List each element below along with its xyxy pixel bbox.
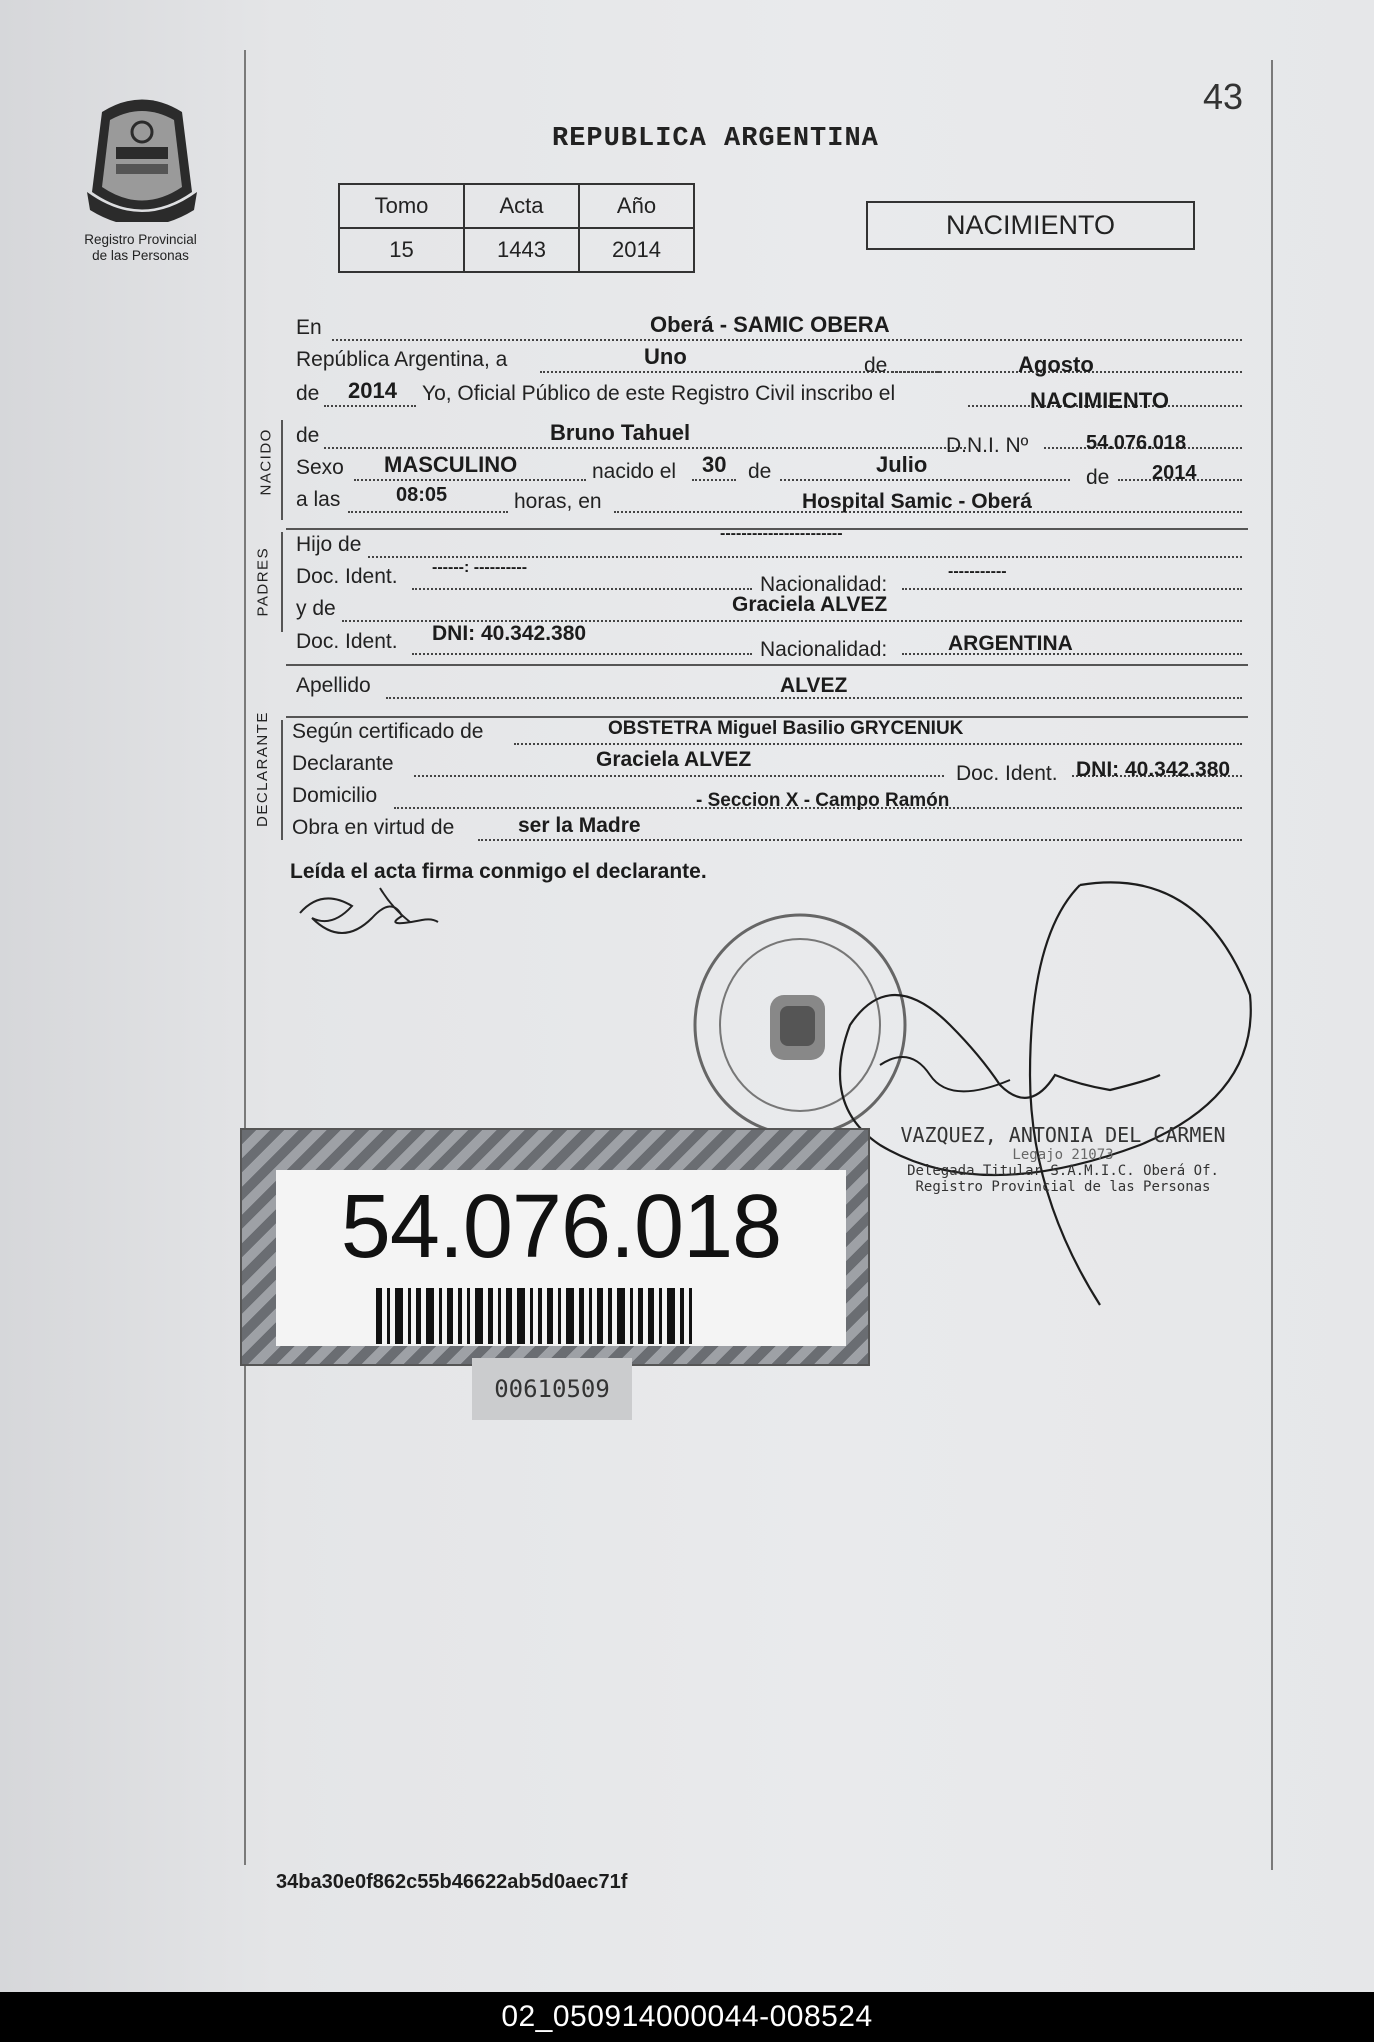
table-header-anio: Año (579, 184, 694, 228)
barcode-bar (517, 1288, 525, 1344)
tomo-acta-anio-table (338, 183, 695, 273)
value-birth-place: Hospital Samic - Oberá (802, 490, 1032, 513)
table-cell-anio: 2014 (579, 228, 694, 272)
value-declarant: Graciela ALVEZ (596, 748, 752, 771)
label-de: de (748, 460, 772, 483)
label-horas-en: horas, en (514, 490, 602, 513)
barcode-bar (376, 1288, 382, 1344)
label-hijo-de: Hijo de (296, 533, 362, 556)
barcode-bar (558, 1288, 561, 1344)
row-address (292, 784, 1246, 814)
barcode-bar (589, 1288, 592, 1344)
barcode-bar (488, 1288, 493, 1344)
dotted-line (324, 447, 966, 449)
dotted-line (780, 479, 1070, 481)
label-nacionalidad: Nacionalidad: (760, 573, 888, 596)
barcode-bar (506, 1288, 512, 1344)
dotted-line (412, 588, 752, 590)
registry-caption: Registro Provincial de las Personas (84, 232, 197, 263)
label-nacido-el: nacido el (592, 460, 677, 483)
dotted-line (348, 511, 508, 513)
barcode-bar (659, 1288, 662, 1344)
label-nacionalidad: Nacionalidad: (760, 638, 888, 661)
value-mother-name: Graciela ALVEZ (732, 593, 888, 616)
section-label-padres: PADRES (254, 546, 272, 617)
row-father-doc (296, 559, 1246, 596)
right-margin-line (1271, 60, 1273, 1870)
section-label-declarante: DECLARANTE (254, 711, 271, 827)
barcode-bar (416, 1288, 421, 1344)
section-declarante-bracket (281, 720, 283, 840)
label-officer: Yo, Oficial Público de este Registro Civil inscribo el (422, 382, 896, 405)
dotted-line (332, 339, 1242, 341)
label-de: de (1086, 466, 1110, 489)
value-mother-doc: DNI: 40.342.380 (432, 622, 587, 645)
value-father-nationality: ----------- (948, 563, 1007, 580)
label-declarante: Declarante (292, 752, 394, 775)
value-birth-day: 30 (702, 452, 727, 477)
table-cell-tomo: 15 (339, 228, 464, 272)
value-sex: MASCULINO (384, 452, 518, 477)
barcode-bar (458, 1288, 462, 1344)
row-child-name (296, 420, 1246, 457)
row-mother-doc (296, 622, 1246, 661)
dotted-line (324, 405, 416, 407)
value-certificate: OBSTETRA Miguel Basilio GRYCENIUK (608, 718, 964, 739)
barcode-bar (597, 1288, 603, 1344)
barcode-number: 54.076.018 (340, 1177, 782, 1277)
label-obra: Obra en virtud de (292, 816, 455, 839)
label-doc-ident: Doc. Ident. (296, 565, 398, 588)
barcode-bar (689, 1288, 692, 1344)
value-birth-time: 08:05 (396, 484, 448, 506)
barcode-bar (530, 1288, 533, 1344)
barcode-bar (638, 1288, 643, 1344)
barcode-bar (566, 1288, 574, 1344)
barcode-bars (376, 1288, 756, 1344)
dotted-line (412, 653, 752, 655)
row-date (296, 344, 1246, 378)
value-surname: ALVEZ (780, 674, 848, 697)
section-divider (286, 664, 1248, 666)
barcode-bar (667, 1288, 675, 1344)
row-time-place (296, 484, 1246, 518)
value-place: Oberá - SAMIC OBERA (650, 312, 890, 337)
misiones-seal-logo (82, 92, 202, 222)
section-nacido-bracket (281, 420, 283, 520)
id-barcode-label (240, 1128, 870, 1366)
dotted-line (902, 588, 1242, 590)
barcode-bar (475, 1288, 483, 1344)
barcode-bar (617, 1288, 625, 1344)
label-dni: D.N.I. Nº (946, 434, 1029, 457)
document-hash: 34ba30e0f862c55b46622ab5d0aec71f (276, 1871, 628, 1893)
barcode-inner (276, 1170, 846, 1346)
value-declarant-doc: DNI: 40.342.380 (1076, 758, 1231, 781)
row-surname (296, 674, 1246, 704)
barcode-bar (538, 1288, 542, 1344)
label-de: de (296, 382, 320, 405)
label-en: En (296, 316, 322, 339)
row-place (296, 312, 1246, 346)
footer-id-bar: 02_050914000044-008524 (0, 1992, 1374, 2042)
label-de: de (864, 354, 888, 377)
dotted-line (514, 743, 1242, 745)
table-header-tomo: Tomo (339, 184, 464, 228)
label-sexo: Sexo (296, 456, 344, 479)
value-child-name: Bruno Tahuel (550, 420, 691, 445)
label-domicilio: Domicilio (292, 784, 378, 807)
value-event: NACIMIENTO (1030, 388, 1169, 413)
barcode-bar (447, 1288, 453, 1344)
barcode-bar (387, 1288, 390, 1344)
dotted-line (692, 479, 736, 481)
barcode-bar (439, 1288, 442, 1344)
barcode-bar (408, 1288, 411, 1344)
barcode-bar (498, 1288, 501, 1344)
barcode-bar (426, 1288, 434, 1344)
closing-statement: Leída el acta firma conmigo el declarante. (290, 860, 707, 883)
barcode-bar (630, 1288, 633, 1344)
dotted-line (414, 775, 944, 777)
section-label-nacido: NACIDO (257, 428, 275, 496)
official-name-stamp: VAZQUEZ, ANTONIA DEL CARMEN Legajo 21073 Delegada Titular S.A.M.I.C. Oberá Of. Registro Provincial de las Personas (900, 1123, 1226, 1195)
value-year: 2014 (348, 378, 397, 403)
label-a-las: a las (296, 488, 341, 511)
value-capacity: ser la Madre (518, 814, 641, 837)
barcode-bar (467, 1288, 470, 1344)
dotted-line (478, 839, 1242, 841)
label-certificado: Según certificado de (292, 720, 484, 743)
barcode-bar (648, 1288, 654, 1344)
table-cell-acta: 1443 (464, 228, 579, 272)
label-republica: República Argentina, a (296, 348, 508, 371)
page-number: 43 (1203, 76, 1244, 117)
barcode-bar (579, 1288, 584, 1344)
label-doc-ident: Doc. Ident. (956, 762, 1058, 785)
value-mother-nationality: ARGENTINA (948, 632, 1073, 655)
dotted-line (368, 556, 1242, 558)
label-apellido: Apellido (296, 674, 371, 697)
value-father-doc: ------: ---------- (432, 559, 528, 576)
label-doc-ident: Doc. Ident. (296, 630, 398, 653)
value-month: Agosto (1018, 352, 1094, 377)
value-birth-month: Julio (876, 452, 928, 477)
row-sex-birth (296, 452, 1246, 489)
barcode-bar (608, 1288, 612, 1344)
value-address: - Seccion X - Campo Ramón (696, 790, 950, 811)
value-dni: 54.076.018 (1086, 432, 1187, 454)
declarant-signature (292, 878, 442, 948)
barcode-bar (547, 1288, 553, 1344)
label-de: de (296, 424, 320, 447)
section-padres-bracket (281, 532, 283, 632)
row-capacity (292, 816, 1246, 846)
barcode-bar (680, 1288, 684, 1344)
value-father-name: ----------------------- (720, 525, 843, 542)
dotted-line (354, 479, 586, 481)
value-birth-year: 2014 (1152, 462, 1197, 484)
row-declarant (292, 748, 1246, 785)
left-margin-line (244, 50, 246, 1865)
row-certificate (292, 720, 1246, 750)
serial-tag: 00610509 (472, 1358, 632, 1420)
act-type-box: NACIMIENTO (866, 201, 1195, 250)
barcode-bar (395, 1288, 403, 1344)
country-title: REPUBLICA ARGENTINA (552, 124, 879, 154)
label-y-de: y de (296, 597, 336, 620)
row-officer (296, 378, 1246, 413)
table-header-acta: Acta (464, 184, 579, 228)
value-day: Uno (644, 344, 687, 369)
